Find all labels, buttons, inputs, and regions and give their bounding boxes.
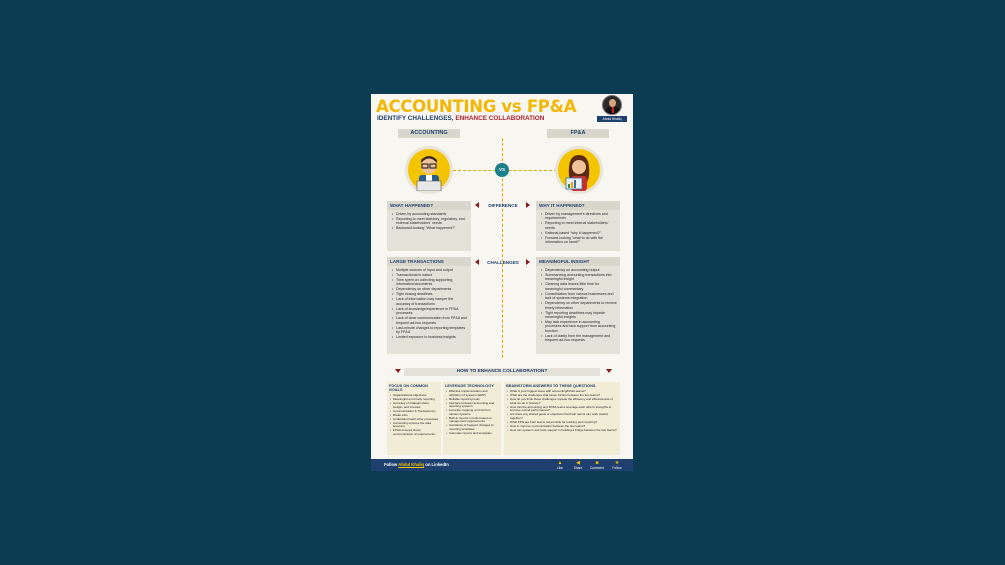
list-item: • Dependency on accounting output <box>541 268 617 272</box>
list-item: • Automate reports and templates <box>446 432 499 436</box>
author-avatar <box>602 95 622 115</box>
subtitle-part2: ENHANCE COLLABORATION <box>455 115 545 122</box>
list-item: • Forward-looking "what to do with the information on hand?" <box>541 236 617 245</box>
doc-title: ACCOUNTING vs FP&A <box>376 97 577 116</box>
list-item: • Reporting to meet internal stakeholders' needs <box>541 221 617 230</box>
meaningful-insight-title: MEANINGFUL INSIGHT <box>536 257 620 266</box>
author-name: Abdul Khaliq <box>597 116 627 122</box>
doc-subtitle <box>377 115 544 122</box>
list-item: • Driven by management's directives and requirements <box>541 212 617 221</box>
share-button[interactable]: ◀ Share <box>570 460 586 470</box>
list-item: • Communication & Transparency <box>390 410 439 414</box>
leverage-tech-title: LEVERAGE TECHNOLOGY <box>445 384 494 388</box>
list-item: • Dependency on other departments to receive timely information <box>541 301 617 310</box>
list-item: • Reliable reporting tools <box>446 398 499 402</box>
list-item: • Last-minute changes to reporting templates by FP&A <box>392 326 468 335</box>
list-item: • FP&A ensures timely communication of requirements <box>390 429 439 436</box>
subtitle-part1: IDENTIFY CHALLENGES, <box>377 115 454 122</box>
brainstorm-box <box>504 382 620 455</box>
vs-badge: VS <box>495 163 509 177</box>
list-item: • Cleaning data leaves little time for meaningful commentary <box>541 282 617 291</box>
what-happened-box <box>387 201 471 251</box>
list-item: • Dependency on other departments <box>392 287 468 291</box>
list-item: • Driven by accounting standards <box>392 212 468 216</box>
list-item: • How can systems and tools support in building a bridge between the two teams? <box>507 429 618 433</box>
author-link[interactable]: Abdul Khaliq <box>398 462 425 467</box>
fpa-header: FP&A <box>547 129 609 138</box>
what-happened-title: WHAT HAPPENED? <box>387 201 471 210</box>
accounting-header: ACCOUNTING <box>398 129 460 138</box>
list-item: • Lack of knowledge/experience in FP&A processes <box>392 307 468 316</box>
list-item: • Interface between accounting and reporting systems <box>446 402 499 409</box>
list-item: • Summarizing accounting transactions into meaningful insight <box>541 273 617 282</box>
focus-goals-title: FOCUS ON COMMON GOALS <box>389 384 428 392</box>
list-item: • Rational-based "why it happened?" <box>541 231 617 235</box>
list-item: • Organizational objectives <box>390 394 439 398</box>
list-item: • Transactional in nature <box>392 273 468 277</box>
list-item: • Reporting to meet statutory, regulatory, and external stakeholders' needs <box>392 217 468 226</box>
analyst-figure-icon <box>558 149 600 191</box>
list-item: • Accurate mapping of COA from various systems <box>446 409 499 416</box>
why-happened-box <box>536 201 620 251</box>
accountant-illustration <box>405 146 453 194</box>
comment-icon: ■ <box>595 460 599 466</box>
fpa-analyst-illustration <box>555 146 603 194</box>
list-item: • Lack of clear communication from FP&A and frequent ad-hoc requests <box>392 316 468 325</box>
list-item: • Meaningful and timely reporting <box>390 398 439 402</box>
list-item: • What are the challenges that cause friction between the two teams? <box>507 394 618 398</box>
challenges-label: CHALLENGES <box>487 260 519 265</box>
large-transactions-title: LARGE TRANSACTIONS <box>387 257 471 266</box>
leverage-tech-box <box>443 382 501 455</box>
list-item: • How do you think those challenges impede the efficiency and effectiveness of what we do in finance? <box>507 398 618 405</box>
footer-bar <box>371 459 633 471</box>
list-item: • Lack of information may hamper the accuracy of transactions <box>392 297 468 306</box>
list-item: • Limited exposure to business insights <box>392 335 468 339</box>
thumbs-up-icon: ▲ <box>557 460 563 466</box>
list-item: • Tight closing deadlines <box>392 292 468 296</box>
list-item: • Lack of clarity from the management and frequent ad-hoc requests <box>541 334 617 343</box>
share-icon: ◀ <box>576 460 580 466</box>
follow-button[interactable]: ★ Follow <box>609 460 625 470</box>
author-badge <box>597 95 627 126</box>
focus-goals-box <box>387 382 441 455</box>
list-item: • May lack experience in accounting processes and lack support from accounting function <box>541 320 617 333</box>
comment-button[interactable]: ■ Comment <box>590 460 604 470</box>
difference-label: DIFFERENCE <box>488 203 518 208</box>
list-item: • How to improve communication between the two teams? <box>507 425 618 429</box>
follow-icon: ★ <box>614 460 620 466</box>
collaboration-title: HOW TO ENHANCE COLLABORATION? <box>404 368 600 376</box>
list-item: • Backward-looking "What happened?" <box>392 226 468 230</box>
meaningful-insight-box <box>536 257 620 354</box>
list-item: • Accounting ensures the data accuracy <box>390 422 439 429</box>
list-item: • Effective implementation and utilization of systems (ERP) <box>446 390 499 397</box>
list-item: • Break silos <box>390 414 439 418</box>
large-transactions-box <box>387 257 471 354</box>
list-item: • Accuracy of strategic plans, budget, and forecast <box>390 402 439 409</box>
list-item: • Understand each other processes <box>390 418 439 422</box>
list-item: • Are there any shared goals or objectives that both teams can work toward together? <box>507 413 618 420</box>
list-item: • Multiple sources of input and output <box>392 268 468 272</box>
list-item: • What KPIs are both teams responsible for tracking and reporting? <box>507 421 618 425</box>
follow-text: Follow Abdul Khaliq on LinkedIn <box>384 462 449 467</box>
brainstorm-title: BRAINSTORM ANSWERS TO THESE QUESTIONS <box>506 384 596 388</box>
list-item: • Consolidation from various businesses and lack of systems integration <box>541 292 617 301</box>
why-happened-title: WHY IT HAPPENED? <box>536 201 620 210</box>
list-item: • Avoidance of frequent changes to reporting templates <box>446 424 499 431</box>
list-item: • How can the accounting and FP&A teams leverage each other's strengths to improve overall performance? <box>507 406 618 413</box>
accountant-figure-icon <box>408 149 450 191</box>
list-item: • Built-in reports in tools based on management requirements <box>446 417 499 424</box>
like-button[interactable]: ▲ Like <box>552 460 568 470</box>
list-item: • Tight reporting deadlines may impede meaningful insights <box>541 311 617 320</box>
list-item: • Time spent on collecting supporting information/documents <box>392 278 468 287</box>
list-item: • What is your biggest issue with accounting/FP&A teams? <box>507 390 618 394</box>
infographic-document <box>371 94 633 471</box>
